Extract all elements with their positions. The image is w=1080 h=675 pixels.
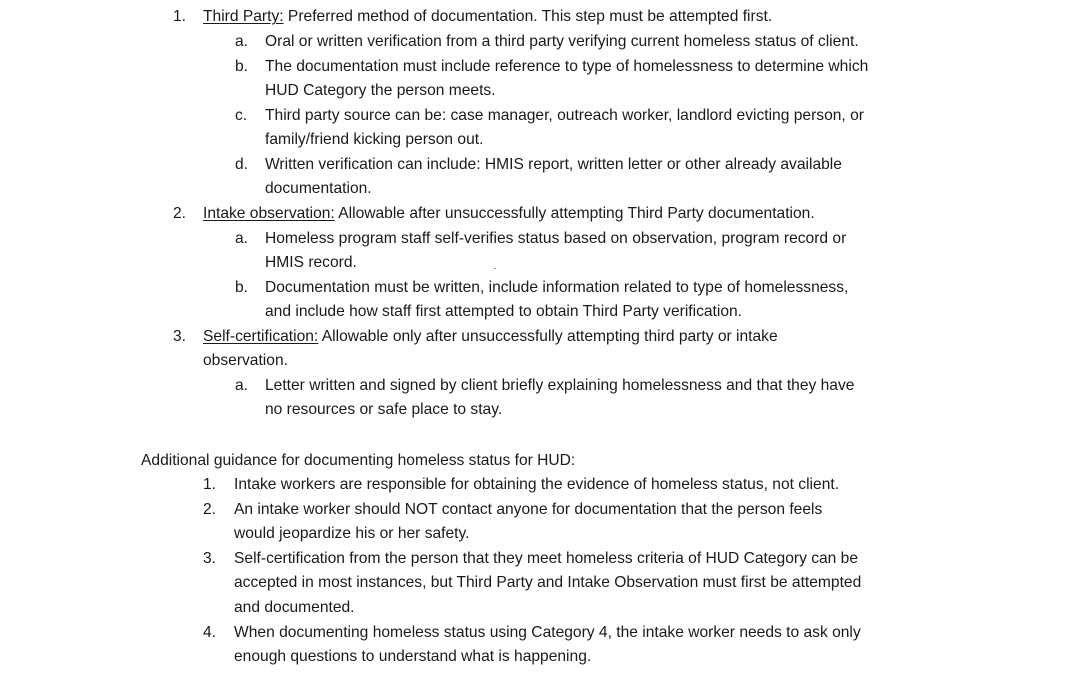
guidance-number: 1. [203, 476, 217, 493]
method-description: Preferred method of documentation. This step must be attempted first. [283, 8, 773, 25]
subitem-line: Documentation must be written, include information related to type of homelessness, [265, 279, 849, 296]
method-heading-intake-observation [203, 202, 815, 227]
subitem-line: Oral or written verification from a third party verifying current homeless status of client. [265, 33, 859, 50]
subitem-line: and include how staff first attempted to obtain Third Party verification. [265, 303, 743, 320]
subitem-line: no resources or safe place to stay. [265, 401, 503, 418]
guidance-number: 2. [203, 501, 217, 518]
method-description-continuation: observation. [203, 352, 288, 369]
method-number: 2. [173, 205, 187, 222]
subitem-line: Letter written and signed by client briefly explaining homelessness and that they have [265, 377, 855, 394]
scan-speck [494, 268, 496, 269]
guidance-line: and documented. [234, 599, 355, 616]
guidance-number: 3. [203, 550, 217, 567]
subitem-line: Written verification can include: HMIS report, written letter or other already available [265, 156, 842, 173]
subitem-letter: a. [235, 33, 249, 50]
subitem-line: The documentation must include reference to type of homelessness to determine which [265, 58, 869, 75]
method-term: Self-certification: [203, 328, 319, 345]
method-description: Allowable only after unsuccessfully attempting third party or intake [318, 328, 778, 345]
subitem-letter: b. [235, 279, 249, 296]
method-description: Allowable after unsuccessfully attempting Third Party documentation. [334, 205, 815, 222]
guidance-line: enough questions to understand what is happening. [234, 648, 592, 665]
subitem-letter: d. [235, 156, 249, 173]
subitem-letter: a. [235, 230, 249, 247]
subitem-line: documentation. [265, 180, 372, 197]
guidance-number: 4. [203, 624, 217, 641]
method-number: 1. [173, 8, 187, 25]
method-heading-self-certification [203, 325, 778, 350]
subitem-letter: b. [235, 58, 249, 75]
method-number: 3. [173, 328, 187, 345]
subitem-letter: a. [235, 377, 249, 394]
subitem-line: HUD Category the person meets. [265, 82, 496, 99]
subitem-line: HMIS record. [265, 254, 357, 271]
method-heading-third-party [203, 5, 772, 30]
guidance-line: Self-certification from the person that they meet homeless criteria of HUD Category can be [234, 550, 859, 567]
guidance-line: would jeopardize his or her safety. [234, 525, 470, 542]
subitem-line: Third party source can be: case manager, outreach worker, landlord evicting person, or [265, 107, 864, 124]
guidance-line: An intake worker should NOT contact anyone for documentation that the person feels [234, 501, 823, 518]
method-term: Intake observation: [203, 205, 335, 222]
guidance-line: Intake workers are responsible for obtaining the evidence of homeless status, not client. [234, 476, 840, 493]
guidance-heading: Additional guidance for documenting homeless status for HUD: [141, 452, 576, 469]
subitem-line: Homeless program staff self-verifies status based on observation, program record or [265, 230, 847, 247]
subitem-line: family/friend kicking person out. [265, 131, 484, 148]
method-term: Third Party: [203, 8, 284, 25]
subitem-letter: c. [235, 107, 248, 124]
guidance-line: When documenting homeless status using Category 4, the intake worker needs to ask only [234, 624, 861, 641]
guidance-line: accepted in most instances, but Third Party and Intake Observation must first be attempted [234, 574, 862, 591]
